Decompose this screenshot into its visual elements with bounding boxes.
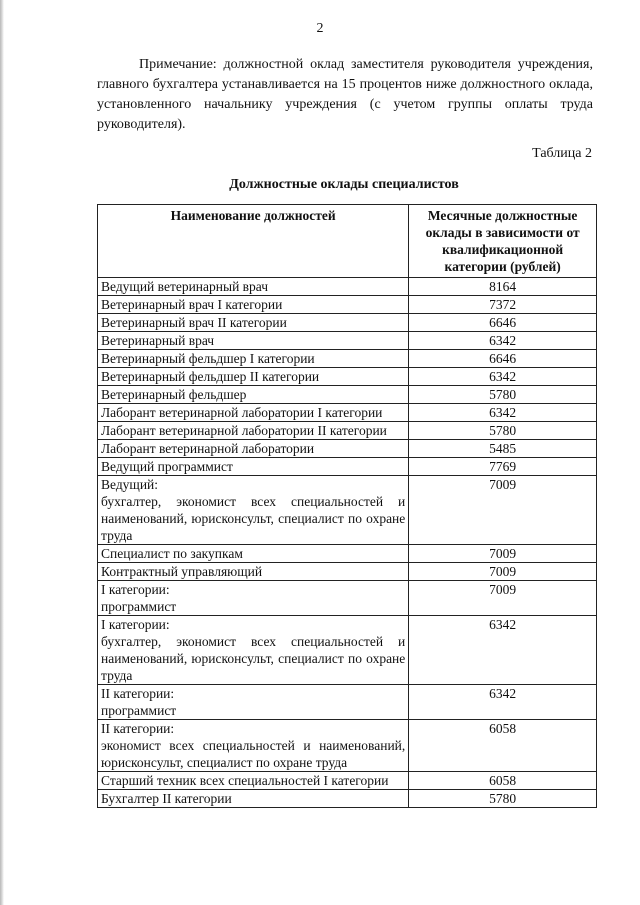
position-name-cell — [98, 476, 409, 545]
salary-value-cell: 6058 — [409, 772, 597, 790]
salary-value-cell: 6342 — [409, 368, 597, 386]
scan-edge — [0, 0, 4, 905]
position-name-cell — [98, 386, 409, 404]
position-name-line: Бухгалтер II категории — [101, 791, 232, 806]
salary-value-cell: 5485 — [409, 440, 597, 458]
table-row — [98, 685, 597, 720]
salary-table — [97, 204, 597, 808]
table-row — [98, 476, 597, 545]
salary-value-cell: 7009 — [409, 476, 597, 545]
salary-value-cell: 5780 — [409, 422, 597, 440]
position-name-line: Ветеринарный врач I категории — [101, 297, 283, 312]
position-name-line: Ветеринарный фельдшер II категории — [101, 369, 320, 384]
position-name-cell — [98, 616, 409, 685]
table-row — [98, 422, 597, 440]
table-row — [98, 278, 597, 296]
position-name-line: Ветеринарный фельдшер — [101, 387, 247, 402]
salary-value-cell: 7009 — [409, 581, 597, 616]
salary-value-cell: 5780 — [409, 386, 597, 404]
position-name-line: Ведущий: — [101, 477, 159, 492]
position-name-line: Ведущий ветеринарный врач — [101, 279, 269, 294]
salary-value-cell: 8164 — [409, 278, 597, 296]
position-name-cell — [98, 440, 409, 458]
table-row — [98, 332, 597, 350]
header-position-name: Наименование должностей — [98, 205, 409, 278]
position-name-line: Старший техник всех специальностей I категории — [101, 773, 389, 788]
table-row — [98, 545, 597, 563]
position-name-line: бухгалтер, экономист всех специальностей и наименований, юрисконсульт, специалист по охране труда — [101, 634, 406, 683]
position-name-line: Ветеринарный фельдшер I категории — [101, 351, 315, 366]
salary-value-cell: 6342 — [409, 332, 597, 350]
table-row — [98, 350, 597, 368]
table-row — [98, 458, 597, 476]
position-name-cell — [98, 404, 409, 422]
position-name-cell — [98, 545, 409, 563]
salary-value-cell: 7009 — [409, 563, 597, 581]
table-row — [98, 314, 597, 332]
salary-value-cell: 6342 — [409, 404, 597, 422]
position-name-cell — [98, 350, 409, 368]
salary-value-cell: 7372 — [409, 296, 597, 314]
position-name-cell — [98, 581, 409, 616]
salary-value-cell: 7769 — [409, 458, 597, 476]
position-name-line: Лаборант ветеринарной лаборатории II категории — [101, 423, 387, 438]
salary-value-cell: 6646 — [409, 314, 597, 332]
table-row — [98, 772, 597, 790]
position-name-line: программист — [101, 703, 177, 718]
position-name-cell — [98, 772, 409, 790]
position-name-cell — [98, 422, 409, 440]
note-paragraph: Примечание: должностной оклад заместителя руководителя учреждения, главного бухгалтера устанавливается на 15 процентов ниже должностного оклада, установленного начальнику учреждения (с учетом группы оплаты труда руководителя). — [97, 57, 593, 132]
position-name-cell — [98, 563, 409, 581]
table-row — [98, 368, 597, 386]
table-row — [98, 404, 597, 422]
position-name-line: Ведущий программист — [101, 459, 233, 474]
position-name-line: Лаборант ветеринарной лаборатории I категории — [101, 405, 383, 420]
table-header-row — [98, 205, 597, 278]
header-monthly-salary: Месячные должностные оклады в зависимости от квалификационной категории (рублей) — [409, 205, 597, 278]
position-name-cell — [98, 685, 409, 720]
table-row — [98, 386, 597, 404]
table-row — [98, 563, 597, 581]
position-name-cell — [98, 720, 409, 772]
salary-value-cell: 6342 — [409, 685, 597, 720]
position-name-line: Контрактный управляющий — [101, 564, 263, 579]
position-name-line: II категории: — [101, 721, 175, 736]
position-name-line: программист — [101, 599, 177, 614]
position-name-cell — [98, 790, 409, 808]
position-name-cell — [98, 314, 409, 332]
salary-value-cell: 6058 — [409, 720, 597, 772]
salary-value-cell: 7009 — [409, 545, 597, 563]
table-row — [98, 581, 597, 616]
salary-value-cell: 6342 — [409, 616, 597, 685]
position-name-line: I категории: — [101, 582, 170, 597]
position-name-line: Ветеринарный врач — [101, 333, 215, 348]
position-name-cell — [98, 368, 409, 386]
position-name-cell — [98, 278, 409, 296]
table-label: Таблица 2 — [532, 146, 592, 161]
salary-value-cell: 6646 — [409, 350, 597, 368]
position-name-line: экономист всех специальностей и наименований, юрисконсульт, специалист по охране труда — [101, 738, 406, 770]
salary-value-cell: 5780 — [409, 790, 597, 808]
position-name-cell — [98, 296, 409, 314]
table-title: Должностные оклады специалистов — [229, 177, 459, 192]
page-number: 2 — [316, 21, 324, 36]
table-row — [98, 720, 597, 772]
table-body — [98, 278, 597, 808]
position-name-line: I категории: — [101, 617, 170, 632]
position-name-cell — [98, 332, 409, 350]
position-name-line: Ветеринарный врач II категории — [101, 315, 287, 330]
position-name-cell — [98, 458, 409, 476]
position-name-line: II категории: — [101, 686, 175, 701]
table-row — [98, 790, 597, 808]
position-name-line: Лаборант ветеринарной лаборатории — [101, 441, 315, 456]
position-name-line: Специалист по закупкам — [101, 546, 243, 561]
table-row — [98, 296, 597, 314]
table-row — [98, 440, 597, 458]
table-row — [98, 616, 597, 685]
position-name-line: бухгалтер, экономист всех специальностей и наименований, юрисконсульт, специалист по охране труда — [101, 494, 406, 543]
